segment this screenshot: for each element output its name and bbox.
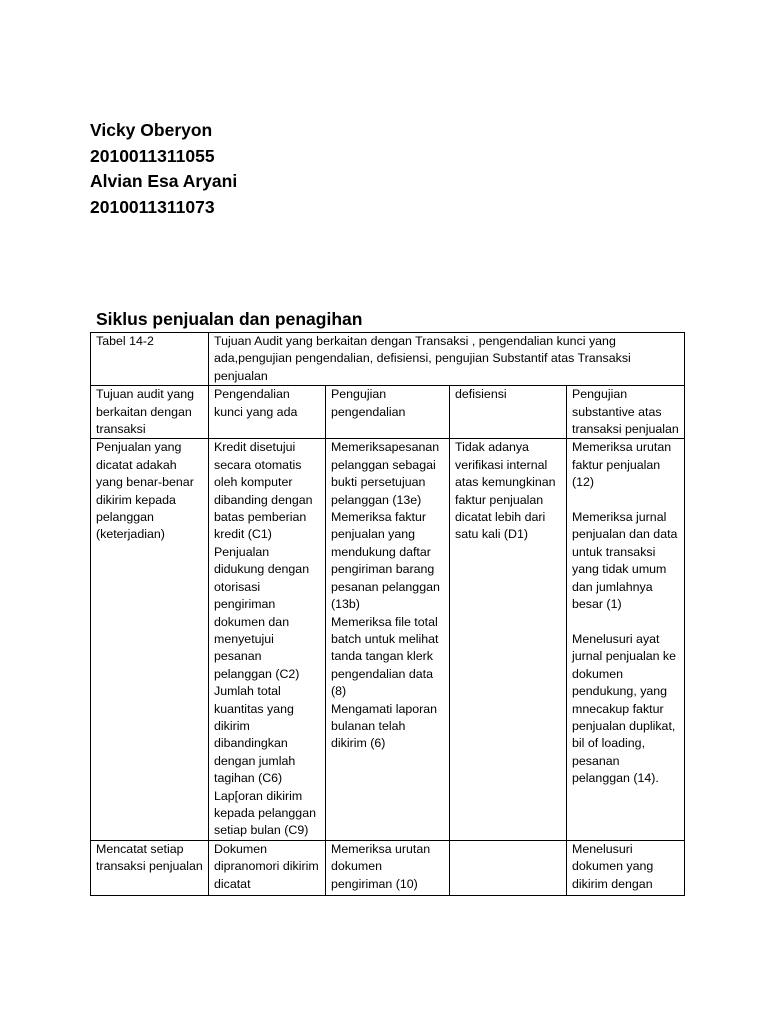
table-row (91, 840, 685, 895)
header-cell: defisiensi (450, 386, 567, 439)
table-label: Tabel 14-2 (91, 333, 209, 386)
audit-objectives-table (90, 332, 685, 896)
table-cell (450, 840, 567, 895)
table-cell: Memeriksa urutan faktur penjualan (12) Memeriksa jurnal penjualan dan data untuk transaksi yang tidak umum dan jumlahnya besar (1) Menelusuri ayat jurnal penjualan ke dokumen pendukung, yang mnecakup faktur penjualan duplikat, bil of loading, pesanan pelanggan (14). (567, 439, 685, 840)
header-cell: Pengujian substantive atas transaksi penjualan (567, 386, 685, 439)
author-id-1: 2010011311055 (90, 145, 215, 166)
table-cell: Memeriksapesanan pelanggan sebagai bukti persetujuan pelanggan (13e) Memeriksa faktur penjualan yang mendukung daftar pengiriman barang pesanan pelanggan (13b) Memeriksa file total batch untuk melihat tanda tangan klerk pengendalian data (8) Mengamati laporan bulanan telah dikirim (6) (326, 439, 450, 840)
table-cell: Penjualan yang dicatat adakah yang benar-benar dikirim kepada pelanggan (keterjadian) (91, 439, 209, 840)
table-cell: Menelusuri dokumen yang dikirim dengan (567, 840, 685, 895)
author-block (90, 118, 237, 220)
table-cell: Kredit disetujui secara otomatis oleh komputer dibanding dengan batas pemberian kredit (C1) Penjualan didukung dengan otorisasi pengiriman dokumen dan menyetujui pesanan pelanggan (C2) Jumlah total kuantitas yang dikirim dibandingkan dengan jumlah tagihan (C6) Lap[oran dikirim kepada pelanggan setiap bulan (C9) (209, 439, 326, 840)
header-cell: Pengujian pengendalian (326, 386, 450, 439)
author-name-1: Vicky Oberyon (90, 120, 213, 140)
author-name-2: Alvian Esa Aryani (90, 171, 238, 192)
table-cell: Memeriksa urutan dokumen pengiriman (10) (326, 840, 450, 895)
table-cell: Mencatat setiap transaksi penjualan (91, 840, 209, 895)
author-id-2: 2010011311073 (90, 196, 215, 217)
table-header-row (91, 386, 685, 439)
header-cell: Tujuan audit yang berkaitan dengan transaksi (91, 386, 209, 439)
table-caption-row (91, 333, 685, 386)
header-cell: Pengendalian kunci yang ada (209, 386, 326, 439)
table-row (91, 439, 685, 840)
table-cell: Dokumen dipranomori dikirim dicatat (209, 840, 326, 895)
table-caption: Tujuan Audit yang berkaitan dengan Transaksi , pengendalian kunci yang ada,pengujian pengendalian, defisiensi, pengujian Substantif atas Transaksi penjualan (209, 333, 685, 386)
table-cell: Tidak adanya verifikasi internal atas kemungkinan faktur penjualan dicatat lebih dari satu kali (D1) (450, 439, 567, 840)
section-title: Siklus penjualan dan penagihan (96, 309, 363, 329)
